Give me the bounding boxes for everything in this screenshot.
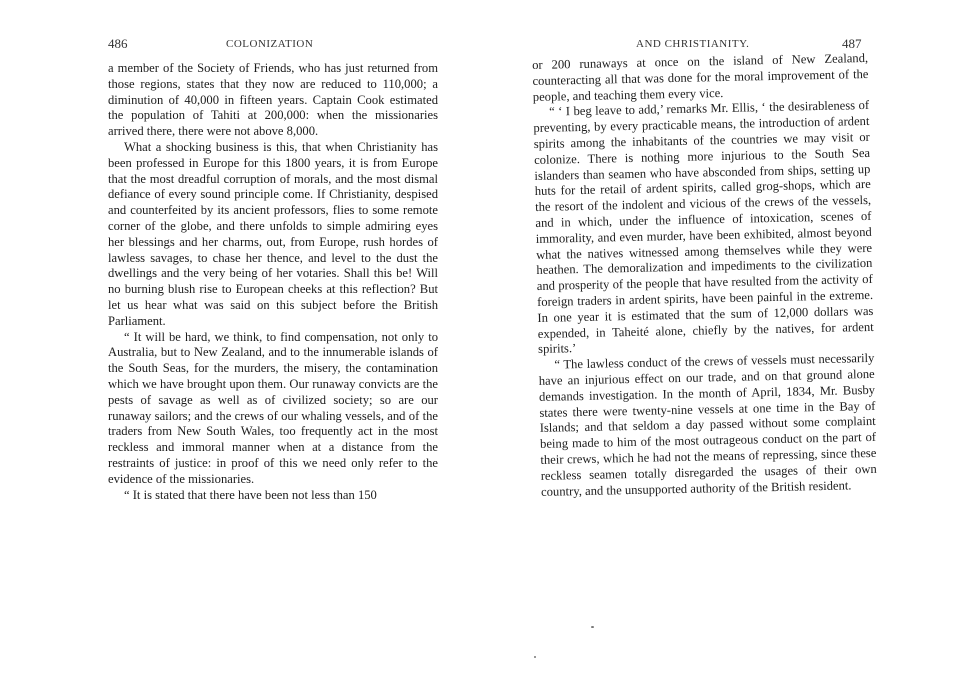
body-text <box>532 51 877 500</box>
page-number: 487 <box>842 36 862 51</box>
running-head: COLONIZATION <box>226 38 314 50</box>
paragraph: What a shocking business is this, that when Christianity has been professed in Europe for this 1800 years, it is from Europe that the most dreadful corruption of morals, and the most dismal defiance of every sound principle come. If Christianity, despised and counterfeited by its ancient professors, flies to some remote corner of the globe, and there unfolds to simple admiring eyes her blessings and her charms, out, from Europe, rush hordes of lawless savages, to chase her thence, and level to the dust the dwellings and the very being of her votaries. Shall this be! Will no burning blush rise to European cheeks at this reflection? But let us hear what was said on this subject before the British Parliament. <box>108 139 438 328</box>
running-head: AND CHRISTIANITY. <box>636 38 750 50</box>
ink-speck <box>534 656 536 658</box>
paragraph: “ ‘ I beg leave to add,’ remarks Mr. Ellis, ‘ the desirableness of preventing, by every practicable means, the introduction of ardent spirits among the inhabitants of the countries we may visit or colonize. There is nothing more injurious to the South Sea islanders than seamen who have absconded from ships, setting up huts for the retail of ardent spirits, called grog-shops, which are the resort of the indolent and vicious of the crews of the vessels, and in which, under the influence of intoxication, scenes of immorality, and even murder, have been exhibited, almost beyond what the natives witnessed among themselves while they were heathen. The demoralization and impediments to the civilization and prosperity of the people that have resulted from the activity of foreign traders in ardent spirits, have been painful in the extreme. In one year it is estimated that the sum of 12,000 dollars was expended, in Taheité alone, chiefly by the natives, for ardent spirits.’ <box>533 98 874 357</box>
page-number: 486 <box>108 36 128 51</box>
ink-speck <box>591 626 594 628</box>
paragraph: “ The lawless conduct of the crews of vessels must necessarily have an injurious effect on our trade, and on that ground alone demands investigation. In the month of April, 1834, Mr. Busby states there were twenty-nine vessels at one time in the Bay of Islands; and that seldom a day passed without some complaint being made to him of the most outrageous conduct on the part of their crews, which he had not the means of repressing, since these reckless seamen totally disregarded the usages of their own country, and the unsupported authority of the British resident. <box>538 351 877 499</box>
paragraph: “ It will be hard, we think, to find compensation, not only to Australia, but to New Zealand, and to the innumerable islands of the South Seas, for the murders, the misery, the contamination which we have brought upon them. Our runaway convicts are the pests of savage as well as of civilized society; so are our runaway sailors; and the crews of our whaling vessels, and of the traders from New South Wales, too frequently act in the most reckless and immoral manner when at a distance from the restraints of justice: in proof of this we need only refer to the evidence of the missionaries. <box>108 329 438 486</box>
paragraph: a member of the Society of Friends, who has just returned from those regions, states that they now are reduced to 110,000; a diminution of 40,000 in fifteen years. Captain Cook estimated the population of Tahiti at 200,000: when the missionaries arrived there, there were not above 8,000. <box>108 61 438 139</box>
right-page <box>490 0 980 680</box>
paragraph: “ It is stated that there have been not less than 150 <box>124 487 377 502</box>
paragraph: or 200 runaways at once on the island of New Zealand, counteracting all that was done for the moral improvement of the people, and teaching them every vice. <box>532 50 869 104</box>
body-text <box>108 61 438 503</box>
